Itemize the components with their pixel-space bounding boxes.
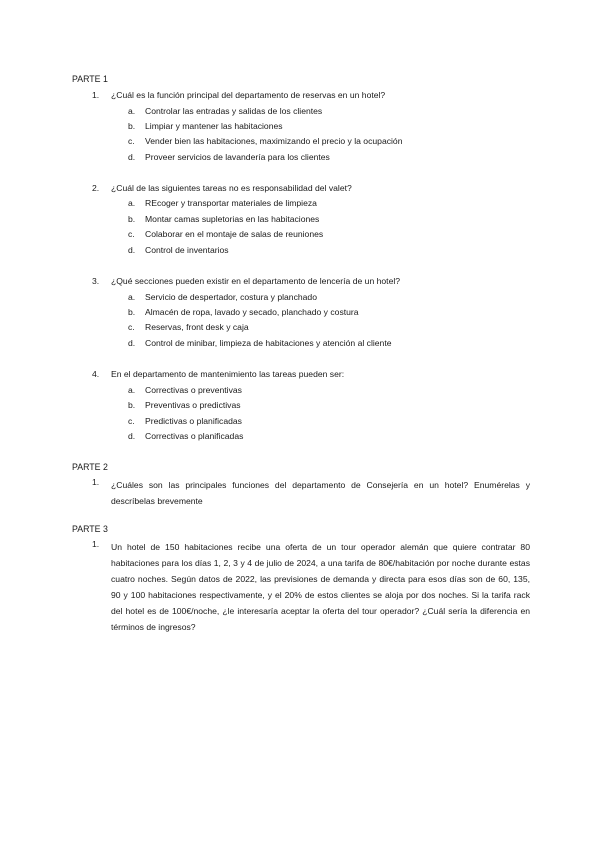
option-text: Correctivas o planificadas	[145, 431, 244, 441]
part-2-title: PARTE 2	[72, 462, 108, 472]
part-1-question-1	[92, 90, 530, 100]
part-3-title: PARTE 3	[72, 524, 108, 534]
option-letter: d.	[128, 245, 136, 255]
option-letter: a.	[128, 292, 136, 302]
part-1-question-4	[92, 369, 530, 379]
option-letter: d.	[128, 431, 136, 441]
question-text: ¿Cuál de las siguientes tareas no es responsabilidad del valet?	[111, 183, 352, 193]
option-text: Servicio de despertador, costura y planchado	[145, 292, 317, 302]
question-text: ¿Cuál es la función principal del departamento de reservas en un hotel?	[111, 90, 386, 100]
question-text: Un hotel de 150 habitaciones recibe una oferta de un tour operador alemán que quiere contratar 80 habitaciones para los días 1, 2, 3 y 4 de julio de 2024, a una tarifa de 80€/habitación por noche durante estas cuatro noches. Según datos de 2022, las previsiones de demanda y directa para esos días son de 60, 135, 90 y 100 habitaciones respectivamente, y el 20% de estos clientes se aloja por dos noches. Si la tarifa rack del hotel es de 100€/noche, ¿le interesaría aceptar la oferta del tour operador? ¿Cuál sería la diferencia en términos de ingresos?	[111, 542, 530, 632]
question-number: 1.	[92, 539, 100, 549]
option-text: Limpiar y mantener las habitaciones	[145, 121, 283, 131]
part-3-question-1	[92, 539, 530, 635]
option-text: Montar camas supletorias en las habitaciones	[145, 214, 320, 224]
option-text: Control de minibar, limpieza de habitaciones y atención al cliente	[145, 338, 392, 348]
question-text: En el departamento de mantenimiento las tareas pueden ser:	[111, 369, 345, 379]
option-text: Controlar las entradas y salidas de los clientes	[145, 106, 323, 116]
question-text: ¿Qué secciones pueden existir en el departamento de lencería de un hotel?	[111, 276, 401, 286]
part-2-question-1	[92, 477, 530, 509]
option-letter: c.	[128, 229, 135, 239]
option-text: Predictivas o planificadas	[145, 416, 242, 426]
question-number: 4.	[92, 369, 100, 379]
option-letter: b.	[128, 121, 136, 131]
question-number: 3.	[92, 276, 100, 286]
option-text: Preventivas o predictivas	[145, 400, 241, 410]
option-text: Almacén de ropa, lavado y secado, planchado y costura	[145, 307, 359, 317]
option-text: Control de inventarios	[145, 245, 229, 255]
option-text: Reservas, front desk y caja	[145, 322, 249, 332]
question-number: 1.	[92, 90, 100, 100]
question-text: ¿Cuáles son las principales funciones del departamento de Consejería en un hotel? Enumérelas y descríbelas brevemente	[111, 480, 530, 506]
option-letter: c.	[128, 136, 135, 146]
option-text: Vender bien las habitaciones, maximizando el precio y la ocupación	[145, 136, 403, 146]
question-number: 2.	[92, 183, 100, 193]
part-1-question-3	[92, 276, 530, 286]
part-1-title: PARTE 1	[72, 74, 108, 84]
option-text: Correctivas o preventivas	[145, 385, 242, 395]
option-letter: d.	[128, 338, 136, 348]
option-text: Colaborar en el montaje de salas de reuniones	[145, 229, 324, 239]
option-letter: c.	[128, 416, 135, 426]
option-letter: b.	[128, 400, 136, 410]
option-text: REcoger y transportar materiales de limpieza	[145, 198, 317, 208]
part-1-question-2	[92, 183, 530, 193]
option-letter: a.	[128, 106, 136, 116]
option-letter: b.	[128, 307, 136, 317]
option-letter: a.	[128, 385, 136, 395]
option-letter: c.	[128, 322, 135, 332]
option-text: Proveer servicios de lavandería para los clientes	[145, 152, 330, 162]
option-letter: a.	[128, 198, 136, 208]
option-letter: b.	[128, 214, 136, 224]
question-number: 1.	[92, 477, 100, 487]
option-letter: d.	[128, 152, 136, 162]
